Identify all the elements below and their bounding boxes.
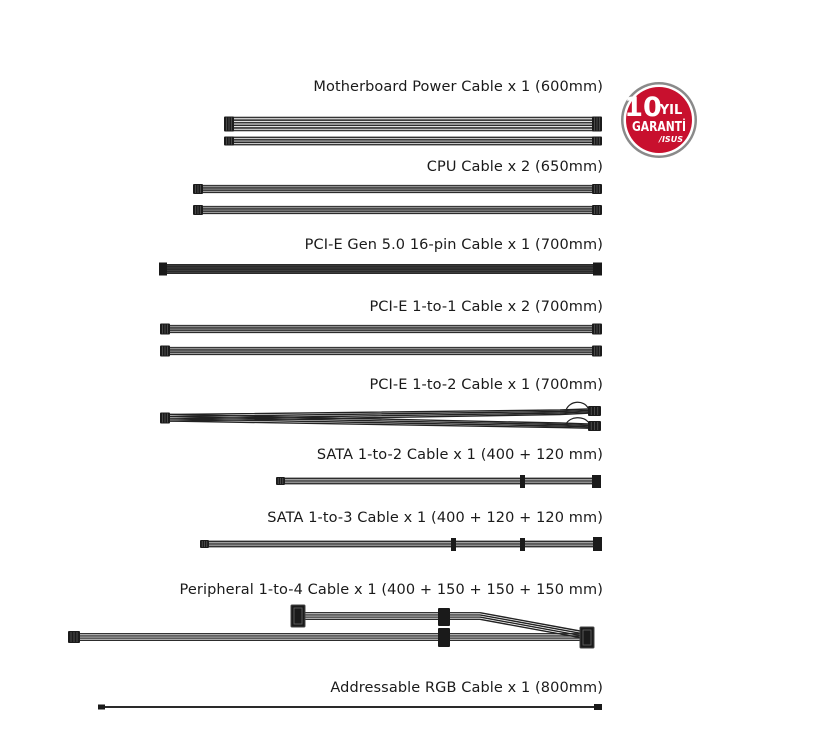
pcie-1to1-cable-1-icon xyxy=(160,324,602,335)
pcie-16pin-cable-label: PCI-E Gen 5.0 16-pin Cable x 1 (700mm) xyxy=(304,237,603,253)
argb-cable-icon xyxy=(98,704,602,710)
cpu-cable-2-icon xyxy=(193,205,602,215)
pcie-1to2-cable-label: PCI-E 1-to-2 Cable x 1 (700mm) xyxy=(369,377,603,393)
pcie-1to2-cable-icon xyxy=(160,402,601,431)
warranty-unit: YIL xyxy=(659,103,683,118)
warranty-badge xyxy=(619,80,699,160)
sata-1to3-cable-icon xyxy=(200,537,602,551)
pcie-16pin-cable-icon xyxy=(159,263,602,276)
atx-aux-cable-icon xyxy=(224,137,602,146)
pcie-1to1-cable-2-icon xyxy=(160,346,602,357)
warranty-word: GARANTİ xyxy=(632,120,698,135)
peripheral-cable-label: Peripheral 1-to-4 Cable x 1 (400 + 150 + 150 + 150 mm) xyxy=(179,582,603,598)
argb-cable-label: Addressable RGB Cable x 1 (800mm) xyxy=(330,680,603,696)
asus-logo: /ISUS xyxy=(659,135,683,144)
peripheral-1to4-cable-icon xyxy=(68,605,594,648)
cpu-cable-label: CPU Cable x 2 (650mm) xyxy=(426,159,603,175)
sata-1to2-cable-icon xyxy=(276,475,601,488)
sata-1to3-cable-label: SATA 1-to-3 Cable x 1 (400 + 120 + 120 mm) xyxy=(267,510,603,526)
cpu-cable-1-icon xyxy=(193,184,602,194)
pcie-1to1-cable-label: PCI-E 1-to-1 Cable x 2 (700mm) xyxy=(369,299,603,315)
sata-1to2-cable-label: SATA 1-to-2 Cable x 1 (400 + 120 mm) xyxy=(316,447,603,463)
atx-24pin-cable-icon xyxy=(224,117,602,132)
warranty-years: 10 xyxy=(624,92,662,123)
motherboard-cable-label: Motherboard Power Cable x 1 (600mm) xyxy=(313,79,603,95)
